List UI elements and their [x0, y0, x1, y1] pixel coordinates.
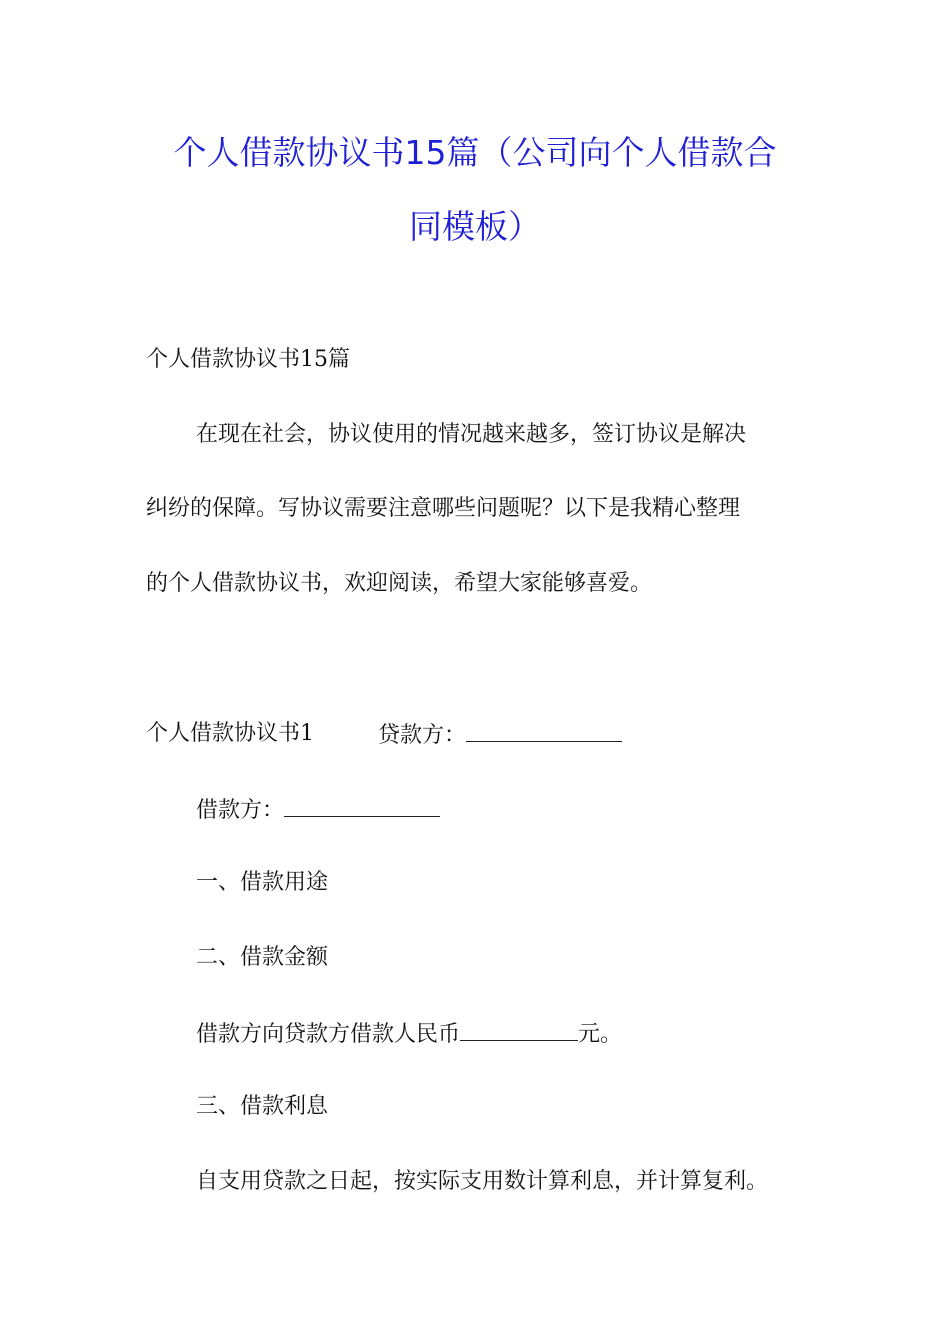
subtitle: 个人借款协议书15篇 [146, 347, 350, 372]
lender-line [378, 719, 622, 751]
borrower-label: 借款方： [196, 798, 285, 823]
section-3-heading: 三、借款利息 [196, 1094, 329, 1119]
amount-suffix: 元。 [578, 1022, 623, 1047]
borrower-blank [284, 794, 440, 817]
lender-label: 贷款方： [378, 723, 467, 748]
amount-prefix: 借款方向贷款方借款人民币 [196, 1022, 461, 1047]
borrower-line [196, 794, 440, 826]
amount-line [196, 1018, 622, 1050]
lender-blank [466, 719, 622, 742]
section-2-heading: 二、借款金额 [196, 945, 329, 970]
intro-paragraph-line-1: 在现在社会，协议使用的情况越来越多，签订协议是解决 [196, 422, 747, 447]
section-1-heading: 一、借款用途 [196, 870, 329, 895]
intro-paragraph-line-3: 的个人借款协议书，欢迎阅读，希望大家能够喜爱。 [146, 571, 653, 596]
agreement-1-heading: 个人借款协议书1 [146, 721, 314, 746]
document-title-line-1: 个人借款协议书15篇（公司向个人借款合 [173, 133, 777, 172]
interest-text: 自支用贷款之日起，按实际支用数计算利息，并计算复利。 [196, 1169, 769, 1194]
document-title-line-2: 同模板） [409, 207, 541, 246]
intro-paragraph-line-2: 纠纷的保障。写协议需要注意哪些问题呢？以下是我精心整理 [146, 496, 741, 521]
amount-blank [460, 1018, 578, 1041]
